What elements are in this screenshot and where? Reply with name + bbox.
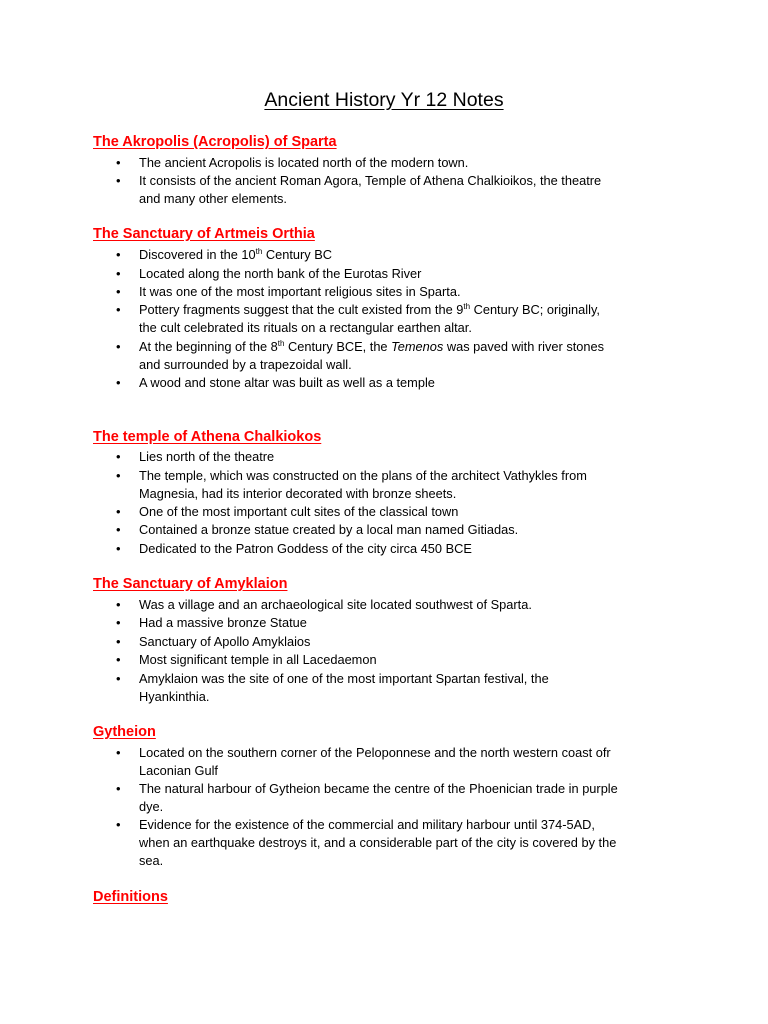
bullet-item: • Had a massive bronze Statue (139, 614, 699, 632)
section-heading-amyklaion: The Sanctuary of Amyklaion (93, 576, 288, 592)
bullet-item: • The ancient Acropolis is located north of the modern town. (139, 154, 699, 172)
bullet-item: • Lies north of the theatre (139, 448, 699, 466)
bullet-item: • A wood and stone altar was built as well as a temple (139, 374, 699, 392)
section-heading-artemis-orthia: The Sanctuary of Artmeis Orthia (93, 226, 315, 242)
page-title: Ancient History Yr 12 Notes (264, 89, 504, 111)
bullet-item: • Sanctuary of Apollo Amyklaios (139, 633, 699, 651)
bullet-item: • Was a village and an archaeological site located southwest of Sparta. (139, 596, 699, 614)
bullet-item: • Pottery fragments suggest that the cult existed from the 9th Century BC; originally, the cult celebrated its rituals on a rectangular earthen altar. (139, 301, 699, 337)
bullet-item: • One of the most important cult sites of the classical town (139, 503, 699, 521)
bullet-item: • It consists of the ancient Roman Agora, Temple of Athena Chalkioikos, the theatre and many other elements. (139, 172, 699, 208)
bullet-item: • Located along the north bank of the Eurotas River (139, 265, 699, 283)
bullet-item: • The temple, which was constructed on the plans of the architect Vathykles from Magnesia, had its interior decorated with bronze sheets. (139, 467, 699, 503)
section-heading-athena-chalkiokos: The temple of Athena Chalkiokos (93, 429, 322, 445)
bullet-item: • Located on the southern corner of the Peloponnese and the north western coast ofr Laconian Gulf (139, 744, 699, 780)
bullet-item: • At the beginning of the 8th Century BCE, the Temenos was paved with river stones and surrounded by a trapezoidal wall. (139, 338, 699, 374)
bullet-item: • It was one of the most important religious sites in Sparta. (139, 283, 699, 301)
bullet-item: • Dedicated to the Patron Goddess of the city circa 450 BCE (139, 540, 699, 558)
bullet-item: • The natural harbour of Gytheion became the centre of the Phoenician trade in purple dye. (139, 780, 699, 816)
bullet-item: • Most significant temple in all Lacedaemon (139, 651, 699, 669)
section-heading-definitions: Definitions (93, 889, 168, 905)
bullet-item: • Contained a bronze statue created by a local man named Gitiadas. (139, 521, 699, 539)
bullet-item: • Discovered in the 10th Century BC (139, 246, 699, 264)
section-heading-gytheion: Gytheion (93, 724, 156, 740)
bullet-item: • Amyklaion was the site of one of the most important Spartan festival, the Hyankinthia. (139, 670, 699, 706)
section-heading-akropolis: The Akropolis (Acropolis) of Sparta (93, 134, 337, 150)
bullet-item: • Evidence for the existence of the commercial and military harbour until 374-5AD, when an earthquake destroys it, and a considerable part of the city is covered by the sea. (139, 816, 699, 870)
